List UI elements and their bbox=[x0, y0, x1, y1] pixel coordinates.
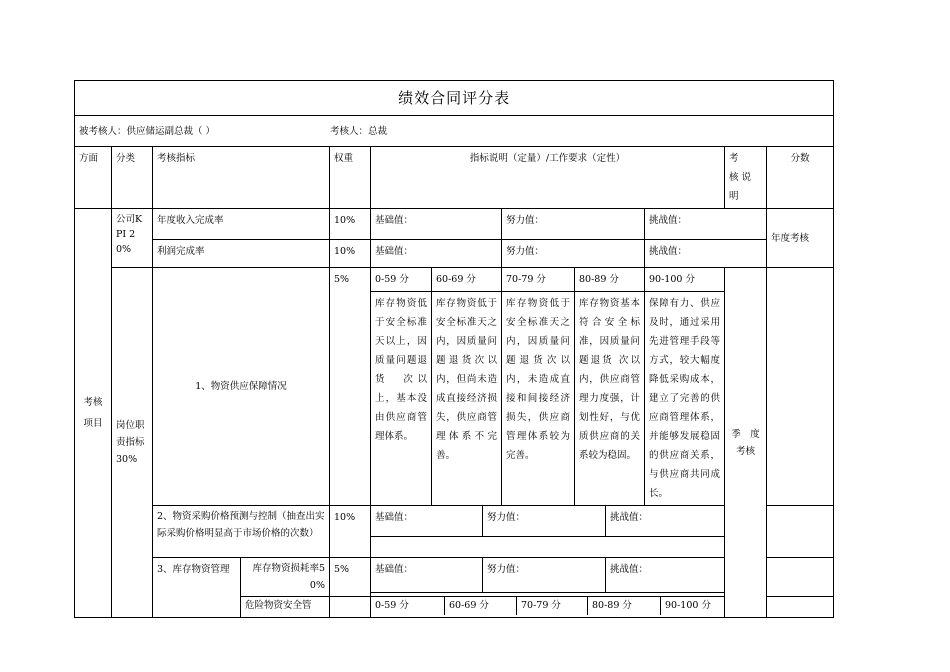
form-title: 绩效合同评分表 bbox=[75, 81, 834, 116]
challenge-value-loss: 挑战值： bbox=[610, 564, 649, 575]
weight-hazardous bbox=[330, 597, 371, 618]
grade-b-0-59: 0-59 分 bbox=[371, 597, 445, 615]
indicator-revenue: 年度收入完成率 bbox=[153, 209, 330, 240]
grade-b-70-79: 70-79 分 bbox=[517, 597, 588, 615]
challenge-value-price: 挑战值： bbox=[610, 512, 649, 523]
score-supply-assurance[interactable] bbox=[767, 268, 834, 506]
sub-indicator-hazardous: 危险物资安全管 bbox=[241, 597, 330, 618]
sub-indicator-loss-rate: 库存物资损耗率50% bbox=[241, 558, 330, 597]
weight-loss-rate: 5% bbox=[330, 558, 371, 597]
base-value-price: 基础值： bbox=[371, 506, 483, 536]
effort-value-revenue: 努力值： bbox=[502, 209, 645, 240]
grade-b-90-100: 90-100 分 bbox=[665, 600, 711, 611]
indicator-price-control: 2、物资采购价格预测与控制（抽查出实际采购价格明显高于市场价格的次数） bbox=[153, 506, 330, 558]
assessment-parties bbox=[75, 116, 834, 147]
weight-profit: 10% bbox=[330, 240, 371, 268]
weight-price-control: 10% bbox=[330, 506, 371, 558]
effort-value-loss: 努力值： bbox=[483, 558, 606, 592]
score-table bbox=[74, 80, 834, 618]
header-score: 分数 bbox=[767, 147, 834, 209]
desc-60-69: 库存物资低于安全标准天之内，因质量问题退货次以内，但尚未造成直接经济损失，供应商管理体系不完善。 bbox=[432, 292, 502, 506]
position-kpi-note: 季 度考核 bbox=[725, 268, 767, 618]
weight-revenue: 10% bbox=[330, 209, 371, 240]
grade-70-79: 70-79 分 bbox=[502, 268, 575, 292]
price-control-targets bbox=[371, 506, 725, 558]
header-category: 分类 bbox=[112, 147, 153, 209]
desc-90-100: 保障有力、供应及时，通过采用先进管理手段等方式，较大幅度降低采购成本，建立了完善的供应商管理体系，并能够发展稳固的供应商关系，与供应商共同成长。 bbox=[645, 292, 725, 506]
grade-80-89: 80-89 分 bbox=[575, 268, 645, 292]
effort-value-price: 努力值： bbox=[483, 506, 606, 536]
grade-b-80-89: 80-89 分 bbox=[588, 597, 661, 615]
header-weight: 权重 bbox=[330, 147, 371, 209]
hazardous-grades bbox=[371, 597, 725, 618]
desc-70-79: 库存物资低于安全标准天之内，因质量问题退货次以内，未造成直接和间接经济损失，供应商管理体系较为完善。 bbox=[502, 292, 575, 506]
aspect-value: 考核项目 bbox=[75, 209, 112, 618]
loss-rate-targets bbox=[371, 558, 725, 597]
position-kpi-category: 岗位职责指标 30% bbox=[112, 268, 153, 618]
desc-0-59: 库存物资低于安全标准 天以上，因质量问题退货 次以上，基本没由供应商管理体系。 bbox=[371, 292, 432, 506]
header-indicator: 考核指标 bbox=[153, 147, 330, 209]
desc-80-89: 库存物资基本符合安全标准，因质量问题退货 次以内，供应商管理力度强，计划性好，与优质供应商的关系较为稳固。 bbox=[575, 292, 645, 506]
base-value-loss: 基础值： bbox=[371, 558, 483, 592]
indicator-profit: 利润完成率 bbox=[153, 240, 330, 268]
header-note: 考 核说明 bbox=[725, 147, 767, 209]
company-kpi-note: 年度考核 bbox=[767, 209, 834, 268]
base-value-profit: 基础值： bbox=[371, 240, 502, 268]
grade-90-100: 90-100 分 bbox=[645, 268, 725, 292]
indicator-supply-assurance: 1、物资供应保障情况 bbox=[153, 268, 330, 506]
score-loss-rate[interactable] bbox=[767, 558, 834, 597]
header-aspect: 方面 bbox=[75, 147, 112, 209]
performance-contract-form bbox=[74, 80, 833, 611]
grade-0-59: 0-59 分 bbox=[371, 268, 432, 292]
indicator-inventory: 3、库存物资管理 bbox=[153, 558, 241, 618]
base-value-revenue: 基础值： bbox=[371, 209, 502, 240]
score-price-control[interactable] bbox=[767, 506, 834, 558]
challenge-value-revenue: 挑战值： bbox=[645, 209, 767, 240]
header-description: 指标说明（定量）/工作要求（定性） bbox=[371, 147, 725, 209]
challenge-value-profit: 挑战值： bbox=[645, 240, 767, 268]
grade-b-60-69: 60-69 分 bbox=[445, 597, 517, 615]
weight-supply-assurance: 5% bbox=[330, 268, 371, 506]
score-hazardous[interactable] bbox=[767, 597, 834, 618]
effort-value-profit: 努力值： bbox=[502, 240, 645, 268]
assessor-label: 考核人：总裁 bbox=[330, 125, 388, 137]
company-kpi-category: 公司KPI 20% bbox=[112, 209, 153, 268]
assessee-label: 被考核人：供应储运副总裁（ ） bbox=[79, 125, 216, 137]
grade-60-69: 60-69 分 bbox=[432, 268, 502, 292]
